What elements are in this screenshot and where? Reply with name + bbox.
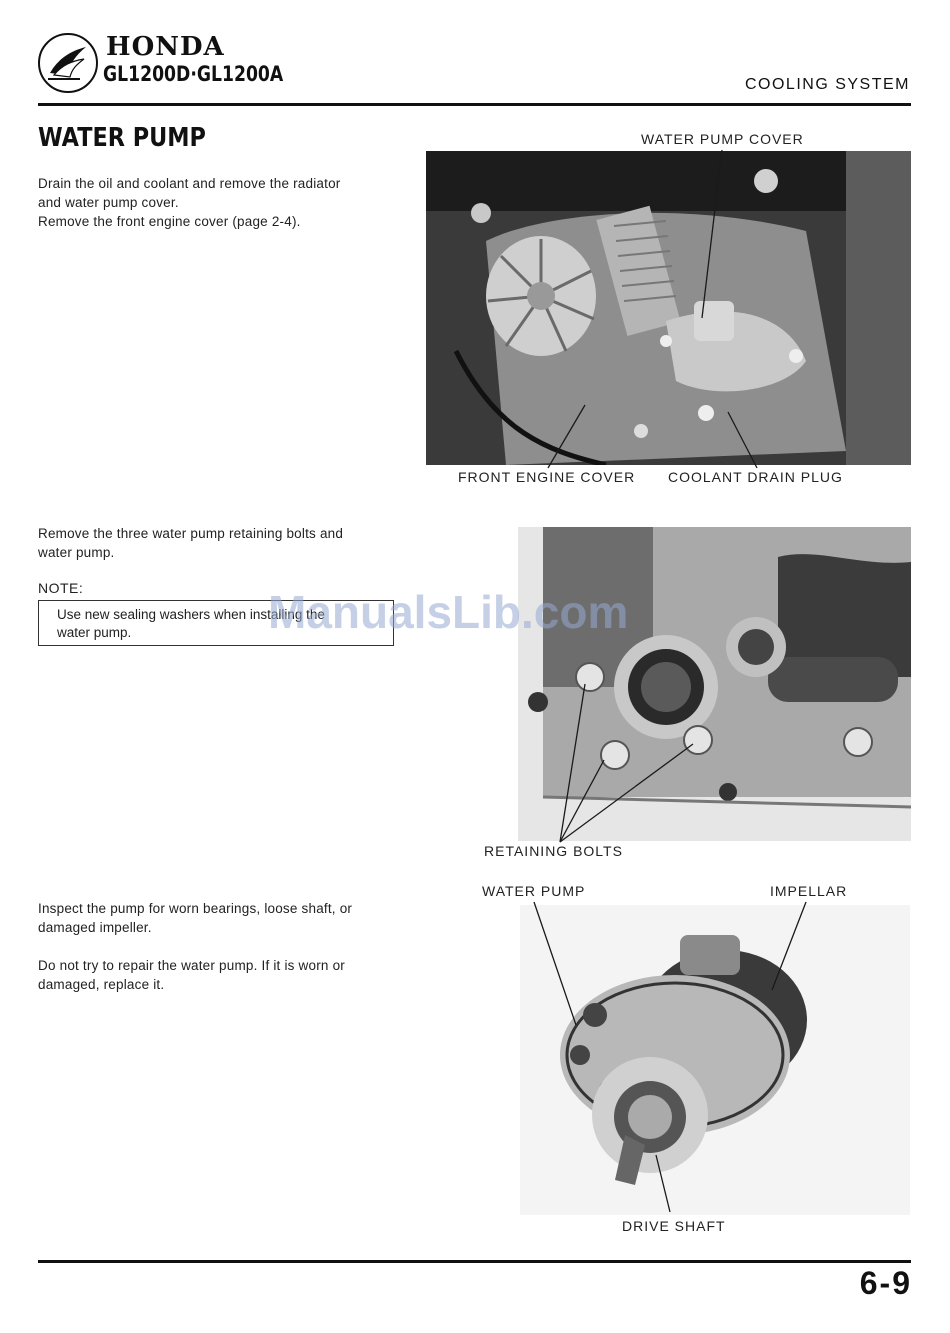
text-line: and water pump cover.	[38, 195, 179, 210]
model-name: GL1200D·GL1200A	[103, 62, 284, 86]
callout-retaining-bolts: RETAINING BOLTS	[484, 843, 623, 859]
text-line: Remove the three water pump retaining bolts and	[38, 526, 344, 541]
callout-drive-shaft: DRIVE SHAFT	[622, 1218, 726, 1234]
note-line: water pump.	[57, 625, 132, 640]
text-line: water pump.	[38, 545, 115, 560]
brand-name: HONDA	[106, 32, 225, 62]
page-number: 6-9	[859, 1265, 912, 1301]
callout-impellar: IMPELLAR	[770, 883, 848, 899]
paragraph-remove-bolts	[38, 524, 398, 562]
text-line: Remove the front engine cover (page 2-4).	[38, 214, 301, 229]
photo-water-pump	[520, 905, 910, 1215]
text-line: damaged, replace it.	[38, 977, 165, 992]
text-line: Inspect the pump for worn bearings, loose shaft, or	[38, 901, 353, 916]
paragraph-inspect	[38, 899, 398, 937]
honda-wing-logo	[38, 33, 98, 93]
photo-retaining-bolts	[518, 527, 911, 841]
text-line: Drain the oil and coolant and remove the radiator	[38, 176, 341, 191]
watermark: ManualsLib.com	[268, 586, 629, 638]
footer-rule	[38, 1260, 911, 1263]
paragraph-replace	[38, 956, 398, 994]
callout-water-pump: WATER PUMP	[482, 883, 586, 899]
section-name: COOLING SYSTEM	[744, 76, 910, 93]
callout-front-engine-cover: FRONT ENGINE COVER	[458, 469, 636, 485]
header-rule	[38, 103, 911, 106]
callout-water-pump-cover: WATER PUMP COVER	[641, 131, 804, 147]
page-title: WATER PUMP	[38, 123, 206, 153]
note-line: Use new sealing washers when installing the	[57, 607, 325, 622]
paragraph-drain	[38, 174, 398, 231]
note-label: NOTE:	[38, 580, 84, 596]
callout-coolant-drain-plug: COOLANT DRAIN PLUG	[668, 469, 843, 485]
text-line: Do not try to repair the water pump. If it is worn or	[38, 958, 345, 973]
text-line: damaged impeller.	[38, 920, 152, 935]
photo-water-pump-cover	[426, 151, 911, 465]
